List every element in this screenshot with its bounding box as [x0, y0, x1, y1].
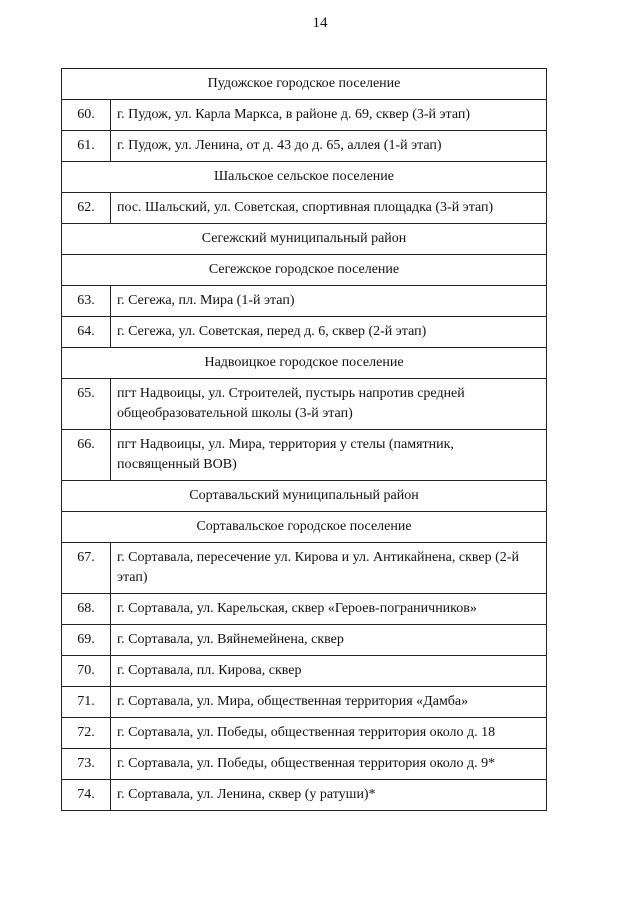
- row-description: г. Сортавала, ул. Карельская, сквер «Героев-пограничников»: [111, 594, 547, 625]
- row-description: г. Сегежа, пл. Мира (1-й этап): [111, 286, 547, 317]
- table-row: [62, 749, 547, 780]
- table-row: [62, 430, 547, 481]
- table-row: [62, 780, 547, 811]
- section-heading: Пудожское городское поселение: [62, 69, 547, 100]
- row-number: 63.: [62, 286, 111, 317]
- row-description: г. Пудож, ул. Карла Маркса, в районе д. 69, сквер (3-й этап): [111, 100, 547, 131]
- table-row: [62, 131, 547, 162]
- table-row: [62, 69, 547, 100]
- row-description: г. Сортавала, ул. Ленина, сквер (у ратуши)*: [111, 780, 547, 811]
- table-row: [62, 224, 547, 255]
- row-description: г. Сегежа, ул. Советская, перед д. 6, сквер (2-й этап): [111, 317, 547, 348]
- territories-table-body: [62, 69, 547, 811]
- section-heading: Надвоицкое городское поселение: [62, 348, 547, 379]
- table-row: [62, 286, 547, 317]
- table-row: [62, 512, 547, 543]
- row-description: г. Сортавала, пл. Кирова, сквер: [111, 656, 547, 687]
- table-row: [62, 379, 547, 430]
- row-description: г. Пудож, ул. Ленина, от д. 43 до д. 65, аллея (1-й этап): [111, 131, 547, 162]
- row-number: 61.: [62, 131, 111, 162]
- row-number: 68.: [62, 594, 111, 625]
- row-number: 64.: [62, 317, 111, 348]
- table-row: [62, 100, 547, 131]
- row-number: 66.: [62, 430, 111, 481]
- row-description: пгт Надвоицы, ул. Мира, территория у стелы (памятник, посвященный ВОВ): [111, 430, 547, 481]
- section-heading: Сегежский муниципальный район: [62, 224, 547, 255]
- table-row: [62, 687, 547, 718]
- section-heading: Сегежское городское поселение: [62, 255, 547, 286]
- row-number: 72.: [62, 718, 111, 749]
- table-row: [62, 481, 547, 512]
- table-row: [62, 162, 547, 193]
- row-number: 60.: [62, 100, 111, 131]
- table-row: [62, 718, 547, 749]
- row-number: 67.: [62, 543, 111, 594]
- row-description: г. Сортавала, ул. Победы, общественная территория около д. 9*: [111, 749, 547, 780]
- row-number: 62.: [62, 193, 111, 224]
- row-number: 65.: [62, 379, 111, 430]
- section-heading: Сортавальский муниципальный район: [62, 481, 547, 512]
- table-row: [62, 255, 547, 286]
- row-number: 70.: [62, 656, 111, 687]
- row-number: 69.: [62, 625, 111, 656]
- row-number: 74.: [62, 780, 111, 811]
- table-row: [62, 543, 547, 594]
- row-description: г. Сортавала, ул. Мира, общественная территория «Дамба»: [111, 687, 547, 718]
- table-row: [62, 656, 547, 687]
- section-heading: Шальское сельское поселение: [62, 162, 547, 193]
- row-number: 71.: [62, 687, 111, 718]
- row-description: пгт Надвоицы, ул. Строителей, пустырь напротив средней общеобразовательной школы (3-й этап): [111, 379, 547, 430]
- row-number: 73.: [62, 749, 111, 780]
- table-row: [62, 625, 547, 656]
- table-row: [62, 317, 547, 348]
- row-description: г. Сортавала, ул. Победы, общественная территория около д. 18: [111, 718, 547, 749]
- page-number: 14: [312, 15, 328, 31]
- table-row: [62, 594, 547, 625]
- row-description: г. Сортавала, пересечение ул. Кирова и ул. Антикайнена, сквер (2-й этап): [111, 543, 547, 594]
- territories-table: [61, 68, 547, 811]
- section-heading: Сортавальское городское поселение: [62, 512, 547, 543]
- table-row: [62, 193, 547, 224]
- table-row: [62, 348, 547, 379]
- row-description: пос. Шальский, ул. Советская, спортивная площадка (3-й этап): [111, 193, 547, 224]
- row-description: г. Сортавала, ул. Вяйнемейнена, сквер: [111, 625, 547, 656]
